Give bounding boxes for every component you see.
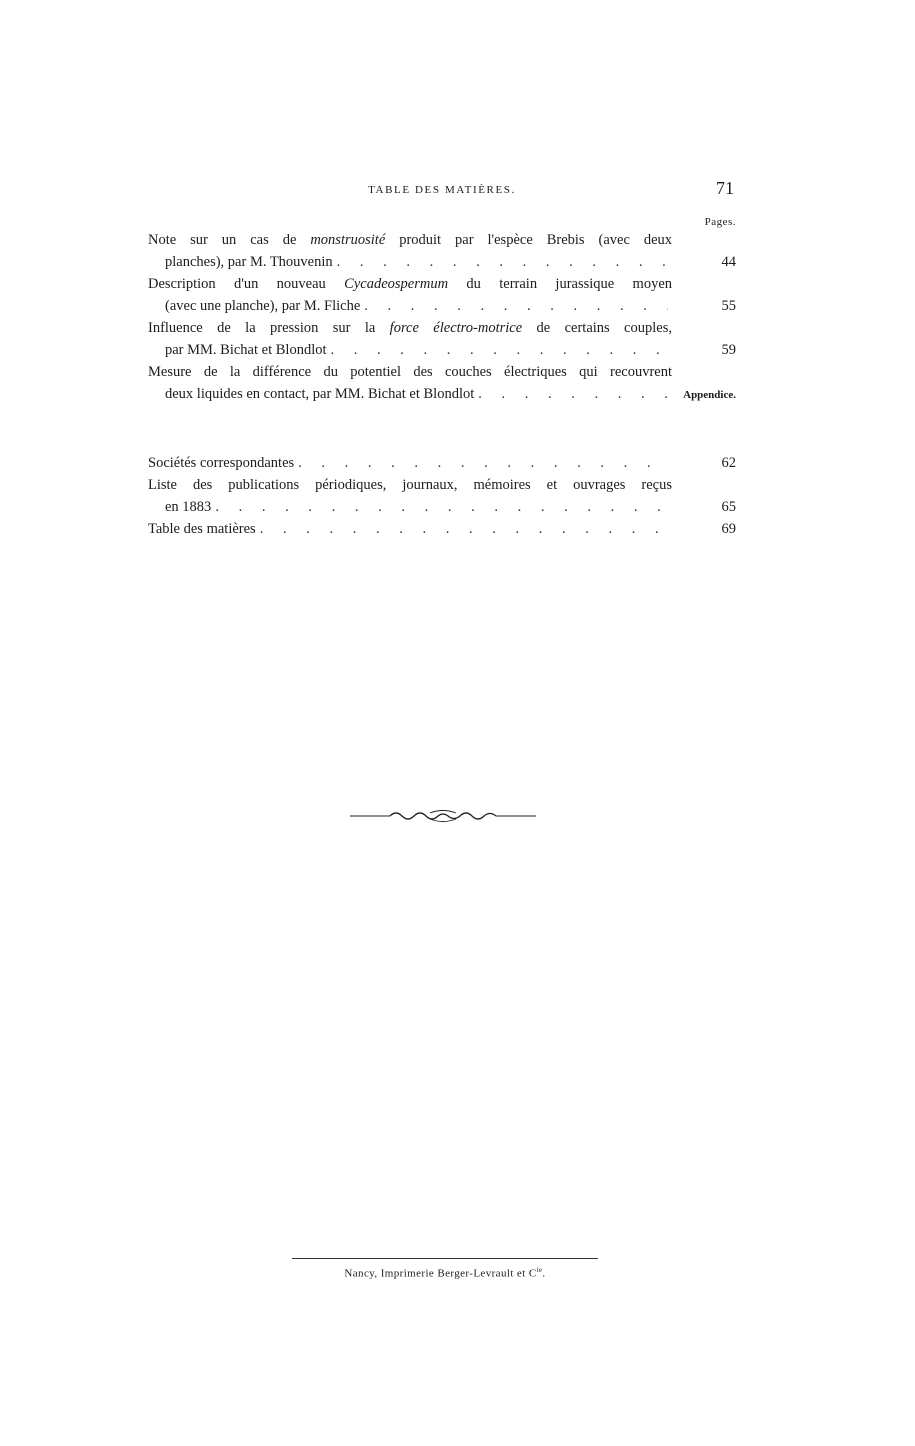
toc-entry-text: en 1883	[165, 499, 212, 515]
toc-entry-line	[148, 496, 736, 518]
toc-list-articles	[148, 229, 736, 406]
toc-page-number: 59	[721, 342, 736, 358]
toc-entry-text: Table des matières	[148, 521, 256, 537]
toc-entry	[148, 518, 736, 540]
toc-entry-line	[148, 518, 736, 540]
toc-page-number: 65	[721, 499, 736, 515]
running-head	[148, 178, 736, 202]
dot-leader	[337, 251, 668, 273]
toc-entry-text: par MM. Bichat et Blondlot	[165, 342, 327, 358]
toc-entry-line: Description d'un nouveau Cycadeospermum du terrain jurassique moyen	[148, 276, 673, 292]
toc-entry-line: Influence de la pression sur la force électro-motrice de certains couples,	[148, 320, 672, 336]
toc-entry	[148, 317, 736, 361]
footer-rule	[292, 1258, 598, 1259]
page-number: 71	[716, 178, 734, 198]
toc-entry-line	[148, 295, 736, 317]
decorative-ornament	[350, 806, 536, 826]
toc-entry	[148, 229, 736, 273]
toc-page-number: 44	[721, 254, 736, 270]
toc-entry-text: (avec une planche), par M. Fliche	[165, 298, 361, 314]
dot-leader	[364, 295, 668, 317]
toc-page-number: 55	[721, 298, 736, 314]
toc-entry	[148, 452, 736, 474]
toc-entry-line: Note sur un cas de monstruosité produit par l'espèce Brebis (avec deux	[148, 232, 673, 248]
toc-entry	[148, 361, 736, 406]
toc-page-number: 62	[721, 455, 736, 471]
toc-entry-line	[148, 339, 736, 361]
dot-leader	[331, 339, 669, 361]
printer-imprint: Nancy, Imprimerie Berger-Levrault et $C^{ie}$.	[344, 1266, 546, 1280]
toc-entry	[148, 273, 736, 317]
running-title: TABLE DES MATIÈRES.	[368, 184, 516, 196]
toc-entry-line	[148, 452, 736, 474]
toc-entry	[148, 474, 736, 518]
pages-column-label: Pages.	[704, 216, 736, 228]
toc-entry-line: Liste des publications périodiques, journaux, mémoires et ouvrages reçus	[148, 477, 672, 493]
toc-list-annexes	[148, 452, 736, 540]
toc-entry-line	[148, 251, 736, 273]
toc-entry-text: deux liquides en contact, par MM. Bichat et Blondlot	[165, 386, 475, 402]
toc-page-number: Appendice.	[683, 389, 736, 401]
toc-entry-line: Mesure de la différence du potentiel des couches électriques qui recouvrent	[148, 364, 672, 380]
toc-entry-text: Sociétés correspondantes	[148, 455, 295, 471]
dot-leader	[478, 383, 668, 405]
toc-entry-line	[148, 383, 736, 406]
dot-leader	[298, 452, 668, 474]
toc-entry-text: planches), par M. Thouvenin	[165, 254, 333, 270]
dot-leader	[215, 496, 668, 518]
toc-page-number: 69	[721, 521, 736, 537]
dot-leader	[260, 518, 668, 540]
